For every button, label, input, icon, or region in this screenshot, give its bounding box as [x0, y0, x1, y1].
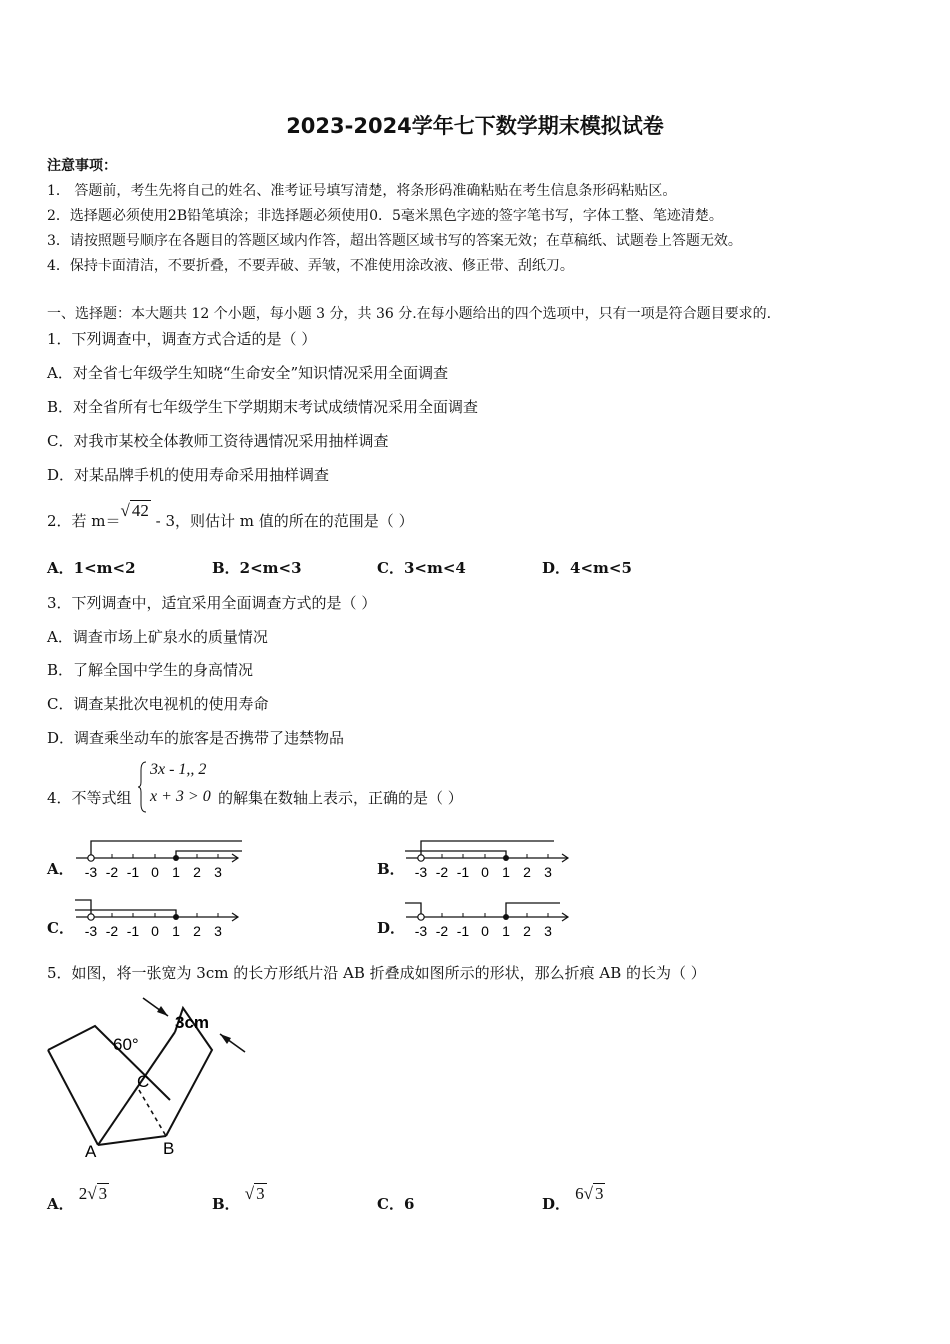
tick-label: -1 — [126, 923, 140, 939]
q2-option-b: B．2<m<3 — [212, 559, 302, 577]
q4-option-d-label: D． — [377, 919, 406, 937]
number-line-c — [72, 895, 244, 941]
figure-label-c: C — [137, 1072, 150, 1091]
sqrt-expression: √ 42 — [120, 501, 149, 520]
tick-label: 1 — [172, 923, 180, 939]
q5-option-d-label: D． — [542, 1195, 571, 1213]
q1-option-b: B．对全省所有七年级学生下学期期末考试成绩情况采用全面调查 — [47, 398, 479, 416]
q5-option-a-label: A． — [47, 1195, 74, 1213]
tick-label: 2 — [193, 864, 201, 880]
closed-point — [503, 855, 509, 861]
tick-label: -1 — [456, 923, 470, 939]
q4-option-c-label: C． — [47, 919, 74, 937]
notice-item-3: 3．请按照题号顺序在各题目的答题区域内作答，超出答题区域书写的答案无效；在草稿纸、试题卷上答题无效。 — [47, 233, 742, 249]
q4-stem-prefix: 4．不等式组 — [47, 789, 132, 807]
tick-label: -2 — [435, 864, 449, 880]
q5-stem: 5．如图，将一张宽为 3cm 的长方形纸片沿 AB 折叠成如图所示的形状，那么折痕 AB 的长为（ ） — [47, 964, 706, 982]
q1-stem: 1．下列调查中，调查方式合适的是（ ） — [47, 330, 317, 348]
q3-option-d: D．调查乘坐动车的旅客是否携带了违禁物品 — [47, 729, 345, 747]
q3-option-a: A．调查市场上矿泉水的质量情况 — [47, 628, 268, 646]
q3-stem: 3．下列调查中，适宜采用全面调查方式的是（ ） — [47, 594, 377, 612]
tick-label: -2 — [435, 923, 449, 939]
notice-heading: 注意事项： — [47, 158, 117, 174]
q5-figure — [40, 990, 255, 1165]
open-point — [418, 914, 424, 920]
number-line-d — [402, 895, 574, 941]
closed-point — [173, 914, 179, 920]
tick-label: 3 — [544, 864, 552, 880]
tick-label: 2 — [523, 864, 531, 880]
q5-option-d — [542, 1183, 605, 1213]
q5-option-b-value: √ 3 — [244, 1184, 265, 1203]
q2-stem-suffix: - 3，则估计 m 值的所在的范围是（ ） — [150, 512, 414, 530]
tick-label: 0 — [151, 923, 159, 939]
q4-inequality-2: x + 3 > 0 — [150, 788, 211, 805]
notice-item-4: 4．保持卡面清洁，不要折叠，不要弄破、弄皱，不准使用涂改液、修正带、刮纸刀。 — [47, 258, 574, 274]
figure-label-width: 3cm — [175, 1013, 210, 1032]
tick-label: 3 — [544, 923, 552, 939]
tick-label: -3 — [84, 923, 98, 939]
q4-brace — [138, 760, 148, 814]
closed-point — [503, 914, 509, 920]
section-heading: 一、选择题：本大题共 12 个小题，每小题 3 分，共 36 分.在每小题给出的四个选项中，只有一项是符合题目要求的. — [47, 306, 772, 322]
open-point — [88, 914, 94, 920]
q5-option-c-label: C． — [377, 1195, 404, 1213]
q3-option-b: B．了解全国中学生的身高情况 — [47, 661, 254, 679]
tick-label: -3 — [414, 923, 428, 939]
q4-inequality-1: 3x - 1,, 2 — [150, 761, 207, 778]
number-line-a — [72, 836, 244, 882]
notice-item-2: 2．选择题必须使用2B铅笔填涂；非选择题必须使用0．5毫米黑色字迹的签字笔书写，字体工整、笔迹清楚。 — [47, 208, 723, 224]
tick-label: -1 — [456, 864, 470, 880]
tick-label: 2 — [193, 923, 201, 939]
tick-label: -2 — [105, 923, 119, 939]
q5-option-a — [47, 1183, 109, 1213]
q1-option-a: A．对全省七年级学生知晓“生命安全”知识情况采用全面调查 — [47, 364, 449, 382]
q5-option-c — [377, 1193, 414, 1214]
tick-label: 1 — [172, 864, 180, 880]
tick-label: 1 — [502, 923, 510, 939]
tick-label: 0 — [481, 923, 489, 939]
open-point — [418, 855, 424, 861]
q2-option-d: D．4<m<5 — [542, 559, 632, 577]
q5-option-b — [212, 1183, 267, 1213]
tick-label: 0 — [481, 864, 489, 880]
q5-option-d-value: 6√ 3 — [575, 1184, 604, 1203]
tick-label: 3 — [214, 864, 222, 880]
tick-label: 3 — [214, 923, 222, 939]
q2-stem-prefix: 2．若 m＝ — [47, 512, 121, 530]
q2-option-c: C．3<m<4 — [377, 559, 466, 577]
tick-label: -3 — [414, 864, 428, 880]
notice-item-1: 1． 答题前，考生先将自己的姓名、准考证号填写清楚，将条形码准确粘贴在考生信息条形码粘贴区。 — [47, 183, 677, 199]
figure-label-angle: 60° — [113, 1035, 139, 1054]
figure-label-b: B — [163, 1139, 175, 1158]
open-point — [88, 855, 94, 861]
figure-label-a: A — [85, 1142, 97, 1161]
q2-stem — [47, 501, 414, 531]
closed-point — [173, 855, 179, 861]
tick-label: -1 — [126, 864, 140, 880]
tick-label: 0 — [151, 864, 159, 880]
q2-radicand: 42 — [131, 501, 149, 520]
q2-option-a: A．1<m<2 — [47, 559, 136, 577]
q4-option-a-label: A． — [47, 860, 74, 878]
q3-option-c: C．调查某批次电视机的使用寿命 — [47, 695, 269, 713]
q5-option-c-value: 6 — [403, 1195, 415, 1213]
q4-option-b-label: B． — [377, 860, 405, 878]
q4-stem-suffix: 的解集在数轴上表示，正确的是（ ） — [218, 789, 463, 807]
q5-option-b-label: B． — [212, 1195, 240, 1213]
q1-option-d: D．对某品牌手机的使用寿命采用抽样调查 — [47, 466, 330, 484]
page-title: 2023-2024学年七下数学期末模拟试卷 — [286, 114, 664, 138]
number-line-b — [402, 836, 574, 882]
q5-option-a-value: 2√ 3 — [78, 1184, 108, 1203]
q1-option-c: C．对我市某校全体教师工资待遇情况采用抽样调查 — [47, 432, 389, 450]
tick-label: 2 — [523, 923, 531, 939]
tick-label: 1 — [502, 864, 510, 880]
tick-label: -2 — [105, 864, 119, 880]
tick-label: -3 — [84, 864, 98, 880]
